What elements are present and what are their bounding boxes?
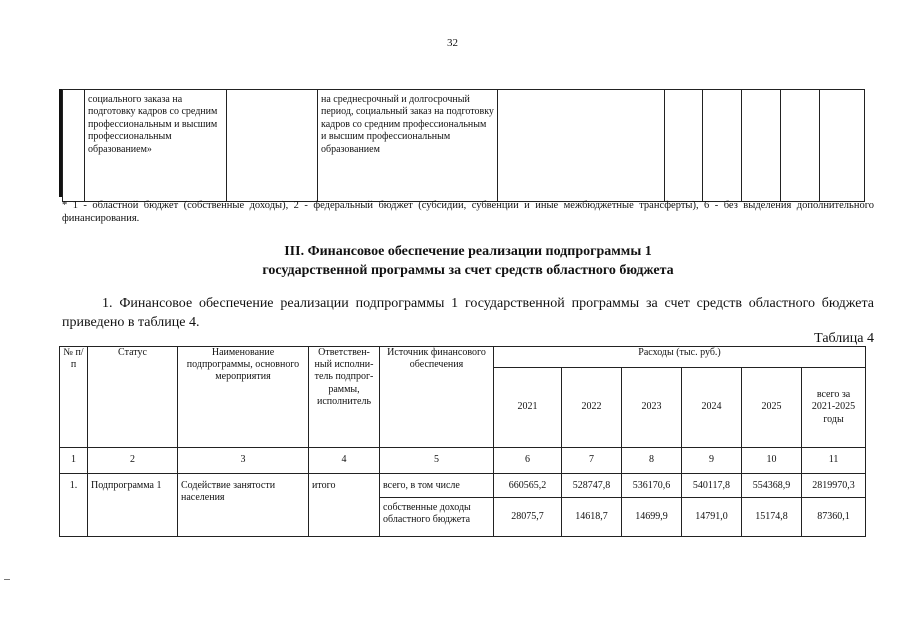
row-num: 1. [60,474,88,537]
header-expenses: Расходы (тыс. руб.) [494,347,866,368]
col-number: 1 [60,448,88,474]
cell-empty [781,90,820,202]
row-value: 554368,9 [742,474,802,498]
cell-empty [820,90,865,202]
header-year: 2024 [682,368,742,448]
col-number: 7 [562,448,622,474]
col-number: 4 [309,448,380,474]
row-value: 536170,6 [622,474,682,498]
row-value: 87360,1 [802,498,866,537]
row-value: 14699,9 [622,498,682,537]
col-number: 10 [742,448,802,474]
row-responsible: итого [309,474,380,537]
row-value: 14618,7 [562,498,622,537]
cell-period-text: на среднесрочный и долгосрочный период, социальный заказ на подготовку кадров со средним профессиональным и высшим профессиональным образованием [318,90,498,202]
cell-empty [742,90,781,202]
row-name: Содействие занятости населения [178,474,309,537]
col-number: 5 [380,448,494,474]
cell-empty [703,90,742,202]
header-responsible: Ответствен-ный исполни-тель подпрог-раммы, исполнитель [309,347,380,448]
col-number: 2 [88,448,178,474]
financing-table [59,346,866,537]
header-year: 2023 [622,368,682,448]
table-row [60,474,866,498]
cell-empty [227,90,318,202]
body-paragraph: 1. Финансовое обеспечение реализации подпрограммы 1 государственной программы за счет средств областного бюджета приведено в таблице 4. [62,296,874,330]
col-number: 9 [682,448,742,474]
section-title-line-2: государственной программы за счет средств областного бюджета [262,263,674,278]
cell-empty [498,90,665,202]
cell-empty [63,90,85,202]
row-status: Подпрограмма 1 [88,474,178,537]
row-value: 14791,0 [682,498,742,537]
header-year: 2025 [742,368,802,448]
header-year: 2022 [562,368,622,448]
section-title [62,242,874,280]
col-number: 6 [494,448,562,474]
cell-empty [665,90,703,202]
header-source: Источник финансового обеспечения [380,347,494,448]
cell-social-order-text: социального заказа на подготовку кадров со средним профессиональным и высшим профессиональным образованием» [85,90,227,202]
col-number: 8 [622,448,682,474]
header-name: Наименование подпрограммы, основного мероприятия [178,347,309,448]
row-source: всего, в том числе [380,474,494,498]
section-title-line-1: III. Финансовое обеспечение реализации подпрограммы 1 [284,244,652,259]
continued-table [62,89,865,202]
row-value: 2819970,3 [802,474,866,498]
table-caption: Таблица 4 [814,331,874,346]
row-value: 15174,8 [742,498,802,537]
page-number: 32 [447,37,458,49]
row-value: 528747,8 [562,474,622,498]
row-source: собственные доходы областного бюджета [380,498,494,537]
header-year: 2021 [494,368,562,448]
row-value: 28075,7 [494,498,562,537]
row-value: 660565,2 [494,474,562,498]
header-status: Статус [88,347,178,448]
col-number: 11 [802,448,866,474]
header-num: № п/п [60,347,88,448]
row-value: 540117,8 [682,474,742,498]
scan-margin-mark [4,579,10,580]
footnote: * 1 - областной бюджет (собственные доходы), 2 - федеральный бюджет (субсидии, субвенции и иные межбюджетные трансферты), 6 - без выделения дополнительного финансирования. [62,200,874,224]
header-total: всего за 2021-2025 годы [802,368,866,448]
col-number: 3 [178,448,309,474]
